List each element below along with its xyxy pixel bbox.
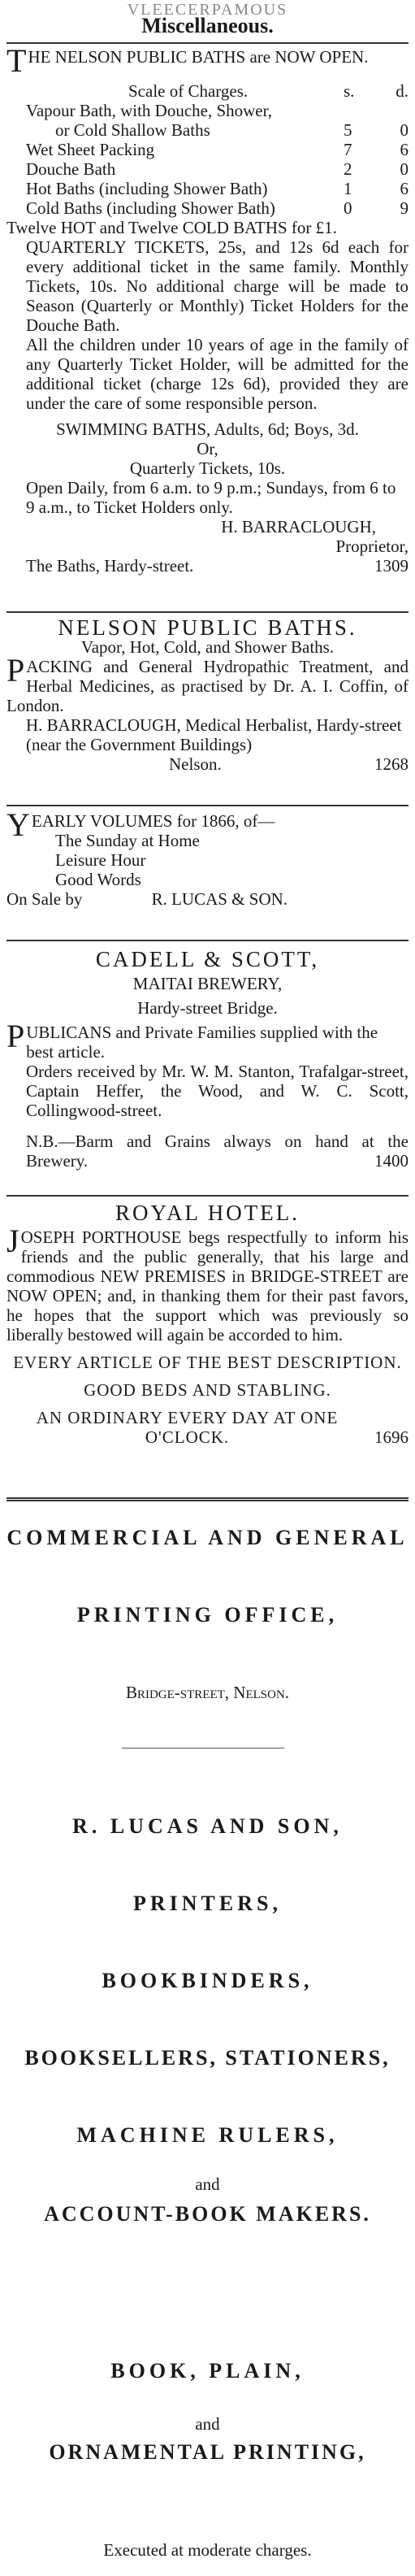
charge-label: Hot Baths (including Shower Bath) [26,179,268,198]
volume-item: Good Words [55,870,141,889]
divider [6,940,409,941]
book-plain-heading: BOOK, PLAIN, [110,2359,305,2383]
charge-row [6,198,409,218]
divider [6,1195,409,1197]
brewery-title: MAITAI BREWERY, [132,974,283,993]
hotel-paragraph: JOSEPH PORTHOUSE begs respectfully to inform his friends and the public generally, that his large and commodious NEW PREMISES in BRIDGE-STREET are NOW OPEN; and, in thanking them for their past favors, he hopes that the support which was previously so liberally bestowed will again be accorded to him. [6,1223,409,1344]
charge-s: 0 [344,198,352,218]
printing-address: Bridge-street, Nelson. [125,1683,290,1702]
yearly-volumes-advertisement [6,806,409,909]
charge-row [6,101,409,120]
baths-headline: THE NELSON PUBLIC BATHS are NOW OPEN. [6,42,369,79]
baths-advertisement [6,42,409,576]
charge-s: 2 [344,159,352,179]
and-text: and [195,2414,220,2434]
charge-label: Cold Baths (including Shower Bath) [26,198,275,218]
seller-name: R. LUCAS & SON. [151,889,288,909]
publicans-paragraph: PUBLICANS and Private Families supplied with the best article. [6,1018,378,1062]
charge-row [6,140,409,159]
children-paragraph: All the children under 10 years of age in the family of any Quarterly Ticket Holder, will be admitted for the additional ticket (charge 12s 6d), provided they are under the care of some responsible person. [26,335,409,413]
town-name: Nelson. [169,754,222,774]
sale-row [6,889,409,909]
royal-hotel-advertisement [6,1203,409,1447]
public-baths-advertisement [6,615,409,774]
charge-label: Douche Bath [26,159,116,179]
twelve-baths-offer: Twelve HOT and Twelve COLD BATHS for £1. [6,218,337,237]
printing-heading-2: PRINTING OFFICE, [76,1603,339,1627]
quarterly-tickets-paragraph: QUARTERLY TICKETS, 25s, and 12s 6d each for every additional ticket in the same family. Monthly Tickets, 10s. No additional charge will be made to Season (Quarterly or Monthly) Ticket Holders for the Douche Bath. [26,237,409,335]
brewery-advertisement [6,949,409,1171]
proprietor-name: H. BARRACLOUGH, [221,517,376,536]
cropped-header: VLEECERPAMOUS [127,1,288,19]
address-row [6,556,409,576]
shillings-heading: s. [344,81,355,101]
charge-row [6,159,409,179]
bookbinders-heading: BOOKBINDERS, [102,1969,313,1992]
ad-number: 1309 [374,556,409,576]
scale-heading: Scale of Charges. [128,81,249,101]
ad-number: 1268 [374,754,409,774]
hotel-line-stabling: GOOD BEDS AND STABLING. [84,1380,331,1400]
charge-label: Vapour Bath, with Douche, Shower, [26,101,273,120]
orders-paragraph: Orders received by Mr. W. M. Stanton, Trafalgar-street, Captain Heffer, the Wood, and W. C. Scott, Collingwood-street. [26,1062,409,1120]
ornamental-heading: ORNAMENTAL PRINTING, [49,2440,366,2464]
charge-d: 0 [400,120,409,140]
charge-s: 1 [344,179,352,198]
ad-number: 1400 [374,1151,409,1171]
hotel-title: ROYAL HOTEL. [115,1201,300,1225]
swimming-baths-price: SWIMMING BATHS, Adults, 6d; Boys, 3d. [56,419,359,439]
volume-item: The Sunday at Home [55,831,200,850]
charge-label: or Cold Shallow Baths [55,120,210,140]
charge-s: 7 [344,140,352,159]
on-sale-label: On Sale by [6,889,83,909]
section-title: Miscellaneous. [141,14,274,37]
nb-note: N.B.—Barm and Grains always on hand at the Brewery. [26,1132,409,1171]
hotel-line-articles: EVERY ARTICLE OF THE BEST DESCRIPTION. [13,1353,402,1372]
charge-row [6,179,409,198]
volume-item: Leisure Hour [55,850,146,870]
public-baths-subheading: Vapor, Hot, Cold, and Shower Baths. [80,637,335,657]
divider [6,1497,409,1501]
and-text: and [195,2174,220,2194]
charge-row [6,120,409,140]
pence-heading: d. [396,81,409,101]
or-text: Or, [197,439,218,458]
charges-line: Executed at moderate charges. [103,2540,312,2560]
charge-d: 6 [400,140,409,159]
hotel-line-ordinary: AN ORDINARY EVERY DAY AT ONE O'CLOCK. [36,1408,339,1447]
booksellers-heading: BOOKSELLERS, STATIONERS, [24,2046,391,2070]
divider [6,611,409,613]
brewery-location: Hardy-street Bridge. [137,998,278,1018]
account-book-heading: ACCOUNT-BOOK MAKERS. [44,2202,371,2226]
brewery-name: CADELL & SCOTT, [95,947,320,971]
ad-number: 1696 [374,1427,409,1447]
charges-heading-row [6,81,409,101]
printing-heading-1: COMMERCIAL AND GENERAL [6,1526,409,1549]
packing-paragraph: PACKING and General Hydropathic Treatment, and Herbal Medicines, as practised by Dr. A. I. Coffin, of London. [6,652,409,715]
firm-name: R. LUCAS AND SON, [72,1814,343,1838]
public-baths-headline: NELSON PUBLIC BATHS. [58,615,357,640]
divider [6,42,409,44]
charge-label: Wet Sheet Packing [26,140,155,159]
divider [6,805,409,806]
quarterly-swim-tickets: Quarterly Tickets, 10s. [129,458,286,478]
proprietor-title: Proprietor, [335,536,409,556]
volumes-headline: YEARLY VOLUMES for 1866, of— [6,806,275,843]
herbalist-line: H. BARRACLOUGH, Medical Herbalist, Hardy-street (near the Government Buildings) [26,715,402,754]
town-row [6,754,409,774]
charge-d: 6 [400,179,409,198]
charge-d: 0 [400,159,409,179]
opening-hours: Open Daily, from 6 a.m. to 9 p.m.; Sundays, from 6 to 9 a.m., to Ticket Holders only. [26,478,396,517]
printers-heading: PRINTERS, [133,1892,282,1915]
baths-address: The Baths, Hardy-street. [26,556,194,576]
charge-d: 9 [400,198,409,218]
charge-s: 5 [344,120,352,140]
machine-rulers-heading: MACHINE RULERS, [76,2123,339,2147]
